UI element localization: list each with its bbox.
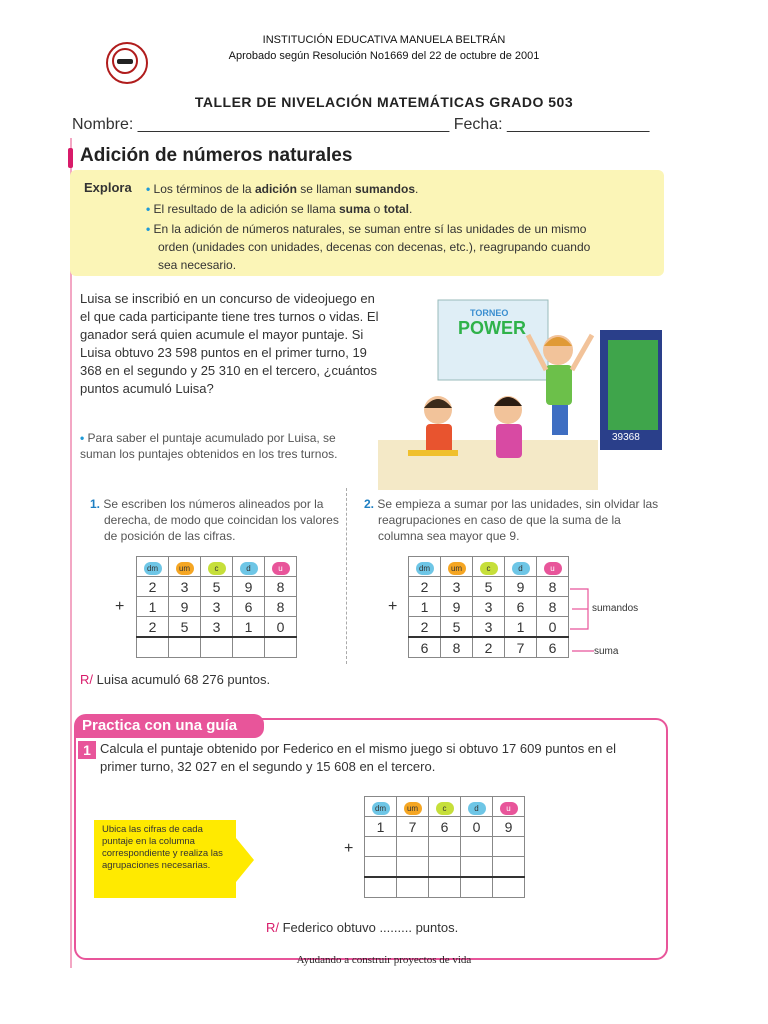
place-value-badge: dm (144, 562, 162, 575)
digit-cell: 3 (441, 577, 473, 597)
place-header-cell (409, 557, 441, 577)
digit-cell: 9 (441, 597, 473, 617)
place-header-cell (505, 557, 537, 577)
footer-slogan: Ayudando a construir proyectos de vida (296, 954, 472, 966)
digit-cell: 8 (265, 577, 297, 597)
table-row (409, 577, 569, 597)
digit-cell: 2 (137, 617, 169, 638)
place-value-badge: u (500, 802, 518, 815)
digit-cell: 6 (409, 637, 441, 658)
school-logo (106, 42, 148, 84)
digit-cell: 0 (265, 617, 297, 638)
hint-arrow (236, 838, 254, 882)
explanation-note: • Para saber el puntaje acumulado por Luisa, se suman los puntajes obtenidos en los tres turnos. (80, 431, 338, 461)
digit-cell[interactable] (461, 837, 493, 857)
digit-cell: 3 (473, 597, 505, 617)
place-value-badge: dm (416, 562, 434, 575)
answer-luisa: R/ Luisa acumuló 68 276 puntos. (80, 672, 271, 687)
table-row (365, 817, 525, 837)
place-header-cell (461, 797, 493, 817)
place-header-cell (233, 557, 265, 577)
addition-table-step1 (136, 556, 297, 658)
digit-cell[interactable] (365, 857, 397, 878)
practice-title: Practica con una guía (82, 717, 238, 734)
table-row (365, 837, 525, 857)
institution-name: INSTITUCIÓN EDUCATIVA MANUELA BELTRÁN (262, 34, 506, 46)
sumandos-label: sumandos (592, 603, 639, 614)
table-row (137, 637, 297, 658)
digit-cell: 3 (473, 617, 505, 638)
place-value-badge: um (176, 562, 194, 575)
step-2-text: 2. Se empieza a sumar por las unidades, sin olvidar las reagrupaciones en caso de que la suma de la columna sea mayor que 9. (364, 497, 659, 543)
explora-bullet-2: • El resultado de la adición se llama suma o total. (146, 202, 413, 216)
place-header-cell (429, 797, 461, 817)
digit-cell[interactable] (397, 877, 429, 898)
digit-cell: 1 (365, 817, 397, 837)
digit-cell: 6 (429, 817, 461, 837)
digit-cell[interactable] (137, 637, 169, 658)
place-header-cell (137, 557, 169, 577)
suma-label: suma (594, 646, 619, 657)
digit-cell: 6 (537, 637, 569, 658)
table-row (137, 617, 297, 638)
place-value-badge: c (436, 802, 454, 815)
digit-cell: 2 (409, 577, 441, 597)
digit-cell[interactable] (493, 837, 525, 857)
digit-cell: 1 (409, 597, 441, 617)
place-value-badge: u (544, 562, 562, 575)
digit-cell: 0 (461, 817, 493, 837)
explora-label: Explora (84, 180, 132, 195)
digit-cell: 2 (409, 617, 441, 638)
place-value-badge: c (208, 562, 226, 575)
digit-cell[interactable] (201, 637, 233, 658)
poster-line1: TORNEO (470, 308, 509, 318)
place-value-header (365, 797, 525, 817)
digit-cell[interactable] (169, 637, 201, 658)
digit-cell: 3 (169, 577, 201, 597)
practice-table[interactable] (364, 796, 525, 898)
step-1-text: 1. Se escriben los números alineados por la derecha, de modo que coincidan los valores de posición de las cifras. (90, 497, 339, 543)
digit-cell[interactable] (429, 877, 461, 898)
place-header-cell (365, 797, 397, 817)
exercise-number: 1 (78, 741, 96, 759)
approval-line: Aprobado según Resolución No1669 del 22 de octubre de 2001 (228, 50, 540, 62)
plus-sign: + (388, 598, 398, 615)
worksheet-title: TALLER DE NIVELACIÓN MATEMÁTICAS GRADO 503 (194, 94, 574, 110)
digit-cell: 7 (505, 637, 537, 658)
digit-cell[interactable] (365, 877, 397, 898)
table-row (137, 577, 297, 597)
digit-cell: 6 (505, 597, 537, 617)
poster-line2: POWER (458, 318, 527, 338)
digit-cell[interactable] (493, 877, 525, 898)
digit-cell: 1 (505, 617, 537, 638)
digit-cell: 8 (265, 597, 297, 617)
place-header-cell (265, 557, 297, 577)
place-header-cell (397, 797, 429, 817)
digit-cell: 1 (137, 597, 169, 617)
step-divider (346, 488, 347, 664)
digit-cell[interactable] (233, 637, 265, 658)
place-header-cell (441, 557, 473, 577)
digit-cell: 5 (201, 577, 233, 597)
digit-cell[interactable] (429, 857, 461, 878)
digit-cell[interactable] (461, 857, 493, 878)
table-row (409, 597, 569, 617)
digit-cell: 5 (441, 617, 473, 638)
digit-cell[interactable] (493, 857, 525, 878)
place-header-cell (201, 557, 233, 577)
table-row (137, 597, 297, 617)
digit-cell: 8 (441, 637, 473, 658)
place-value-badge: u (272, 562, 290, 575)
digit-cell: 3 (201, 617, 233, 638)
table-row (409, 617, 569, 638)
section-title: Adición de números naturales (80, 145, 353, 166)
digit-cell: 8 (537, 577, 569, 597)
name-date-line: Nombre: ___________________________________ Fecha: ________________ (72, 116, 650, 133)
kids-gaming-illustration (378, 290, 668, 490)
plus-sign: + (115, 598, 125, 615)
digit-cell: 2 (137, 577, 169, 597)
sumandos-bracket (568, 580, 596, 660)
place-header-cell (537, 557, 569, 577)
digit-cell[interactable] (461, 877, 493, 898)
digit-cell: 7 (397, 817, 429, 837)
place-value-badge: d (512, 562, 530, 575)
place-header-cell (473, 557, 505, 577)
place-header-cell (493, 797, 525, 817)
digit-cell: 1 (233, 617, 265, 638)
place-value-badge: d (240, 562, 258, 575)
place-value-header (409, 557, 569, 577)
digit-cell: 3 (201, 597, 233, 617)
section-marker (68, 148, 73, 168)
place-header-cell (169, 557, 201, 577)
place-value-header (137, 557, 297, 577)
place-value-badge: d (468, 802, 486, 815)
place-value-badge: dm (372, 802, 390, 815)
addition-table-step2 (408, 556, 569, 658)
digit-cell[interactable] (397, 857, 429, 878)
place-value-badge: um (404, 802, 422, 815)
digit-cell: 9 (169, 597, 201, 617)
table-row (409, 637, 569, 658)
digit-cell: 2 (473, 637, 505, 658)
digit-cell: 8 (537, 597, 569, 617)
table-row (365, 877, 525, 898)
digit-cell: 9 (505, 577, 537, 597)
game-score: 39368 (612, 432, 640, 443)
digit-cell: 6 (233, 597, 265, 617)
digit-cell[interactable] (365, 837, 397, 857)
digit-cell[interactable] (265, 637, 297, 658)
plus-sign: + (344, 840, 354, 857)
explora-bullet-3: • En la adición de números naturales, se suman entre sí las unidades de un mismo orden (unidades con unidades, decenas con decenas, etc.), reagrupando cuando sea necesario. (146, 222, 591, 272)
place-value-badge: um (448, 562, 466, 575)
problem-story: Luisa se inscribió en un concurso de videojuego en el que cada participante tiene tres turnos o vidas. El ganador será quien acumule el mayor puntaje. Si Luisa obtuvo 23 598 puntos en el primer turno, 19 368 en el segundo y 25 310 en el tercero, ¿cuántos puntos acumuló Luisa? (80, 291, 379, 396)
place-value-badge: c (480, 562, 498, 575)
digit-cell: 9 (233, 577, 265, 597)
digit-cell: 5 (169, 617, 201, 638)
table-row (365, 857, 525, 878)
answer-federico: R/ Federico obtuvo ......... puntos. (266, 920, 459, 935)
digit-cell: 9 (493, 817, 525, 837)
digit-cell[interactable] (429, 837, 461, 857)
digit-cell: 0 (537, 617, 569, 638)
digit-cell: 5 (473, 577, 505, 597)
hint-text: Ubica las cifras de cada puntaje en la columna correspondiente y realiza las agrupaciones necesarias. (102, 824, 223, 871)
explora-bullet-1: • Los términos de la adición se llaman sumandos. (146, 182, 419, 196)
digit-cell[interactable] (397, 837, 429, 857)
exercise-task: Calcula el puntaje obtenido por Federico en el mismo juego si obtuvo 17 609 puntos en el primer turno, 32 027 en el segundo y 15 608 en el tercero. (100, 741, 617, 774)
